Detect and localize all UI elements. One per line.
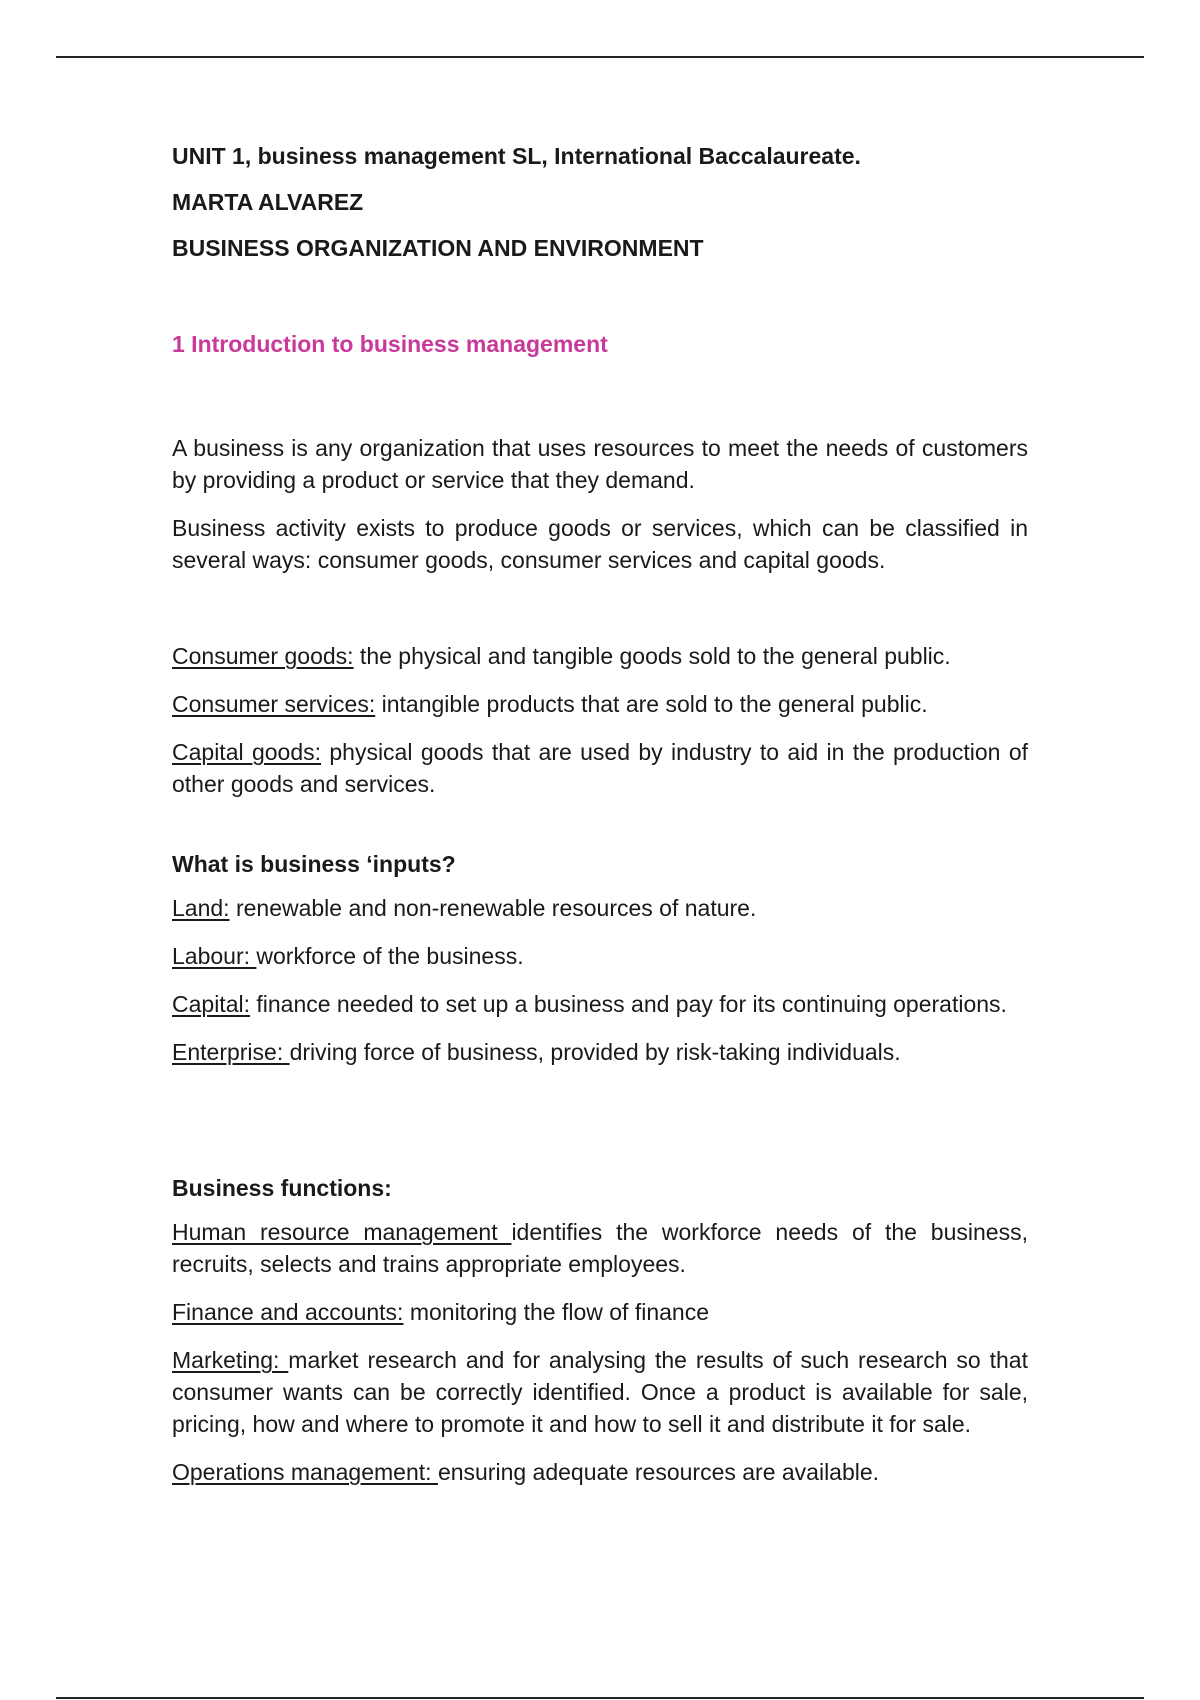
function-term: Human resource management — [172, 1219, 512, 1245]
top-rule — [56, 56, 1144, 58]
bottom-rule — [56, 1697, 1144, 1699]
function-item — [172, 1216, 1028, 1280]
input-text: workforce of the business. — [256, 943, 524, 969]
input-text: driving force of business, provided by risk-taking individuals. — [289, 1039, 901, 1065]
inputs-list — [172, 892, 1028, 1068]
inputs-heading: What is business ‘inputs? — [172, 851, 456, 877]
author-name: MARTA ALVAREZ — [172, 189, 364, 215]
function-term: Marketing: — [172, 1347, 289, 1373]
functions-heading: Business functions: — [172, 1175, 392, 1201]
definition-term: Consumer goods: — [172, 643, 354, 669]
functions-list — [172, 1216, 1028, 1488]
input-item — [172, 988, 1028, 1020]
intro-paragraph-1: A business is any organization that uses resources to meet the needs of customers by providing a product or service that they demand. — [172, 435, 1028, 493]
definition-item — [172, 640, 1028, 672]
function-text: identifies the workforce needs of the business, recruits, selects and trains appropriate employees. — [172, 1219, 1028, 1277]
input-item — [172, 1036, 1028, 1068]
input-text: finance needed to set up a business and pay for its continuing operations. — [249, 991, 1007, 1017]
input-term: Land: — [172, 895, 230, 921]
unit-heading: UNIT 1, business management SL, International Baccalaureate. — [172, 143, 861, 169]
function-term: Operations management: — [172, 1459, 438, 1485]
section-title: 1 Introduction to business management — [172, 331, 608, 357]
topic-heading: BUSINESS ORGANIZATION AND ENVIRONMENT — [172, 235, 704, 261]
function-item — [172, 1456, 1028, 1488]
definition-item — [172, 688, 1028, 720]
definition-text: the physical and tangible goods sold to the general public. — [353, 643, 951, 669]
definition-text: physical goods that are used by industry to aid in the production of other goods and services. — [172, 739, 1028, 797]
intro-paragraph-2: Business activity exists to produce goods or services, which can be classified in several ways: consumer goods, consumer services and capital goods. — [172, 515, 1028, 573]
input-text: renewable and non-renewable resources of nature. — [229, 895, 757, 921]
function-text: ensuring adequate resources are available. — [437, 1459, 880, 1485]
function-text: monitoring the flow of finance — [403, 1299, 709, 1325]
input-item — [172, 940, 1028, 972]
input-item — [172, 892, 1028, 924]
input-term: Enterprise: — [172, 1039, 290, 1065]
function-text: market research and for analysing the results of such research so that consumer wants can be correctly identified. Once a product is available for sale, pricing, how and where to promote it and how to sell it and distribute it for sale. — [172, 1347, 1028, 1437]
function-item — [172, 1344, 1028, 1440]
definition-item — [172, 736, 1028, 800]
definition-term: Consumer services: — [172, 691, 376, 717]
document-page — [172, 140, 1028, 1504]
definition-term: Capital goods: — [172, 739, 322, 765]
input-term: Capital: — [172, 991, 250, 1017]
input-term: Labour: — [172, 943, 257, 969]
function-item — [172, 1296, 1028, 1328]
definition-text: intangible products that are sold to the general public. — [375, 691, 928, 717]
goods-definitions — [172, 640, 1028, 800]
function-term: Finance and accounts: — [172, 1299, 404, 1325]
